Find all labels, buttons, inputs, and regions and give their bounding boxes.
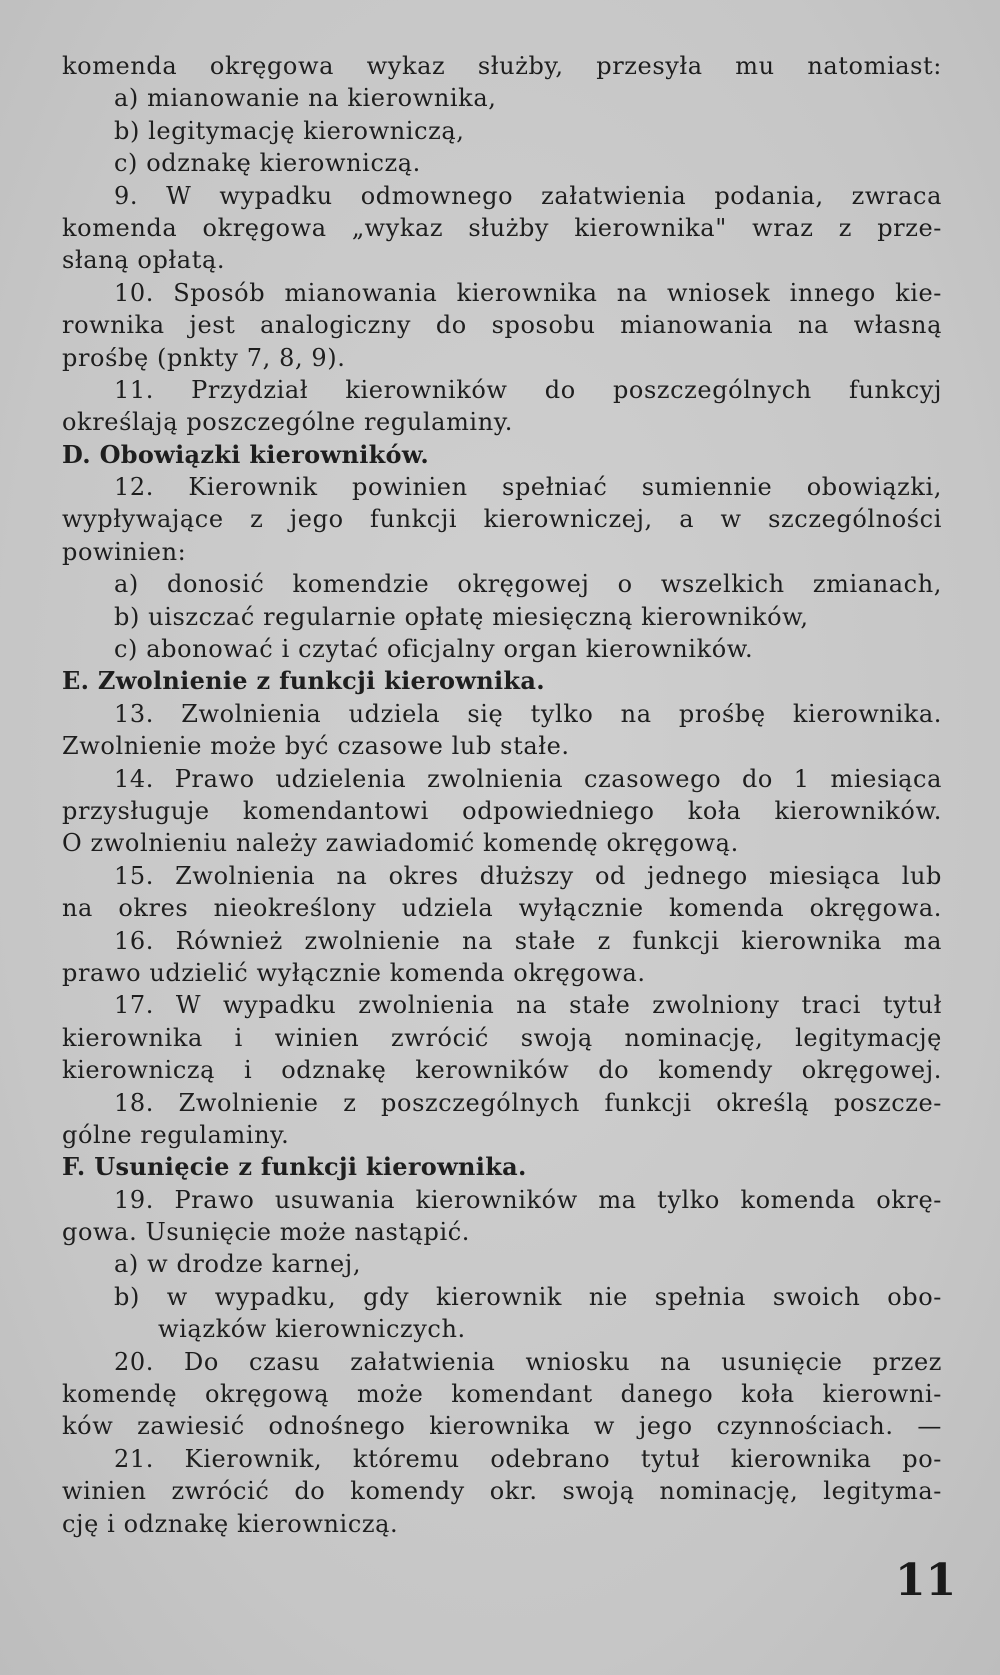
- text-line: prośbę (pnkty 7, 8, 9).: [62, 343, 346, 372]
- text-line: kierownika i winien zwrócić swoją nominację, legitymację: [62, 1023, 942, 1052]
- paragraph-21-start: 21. Kierownik, któremu odebrano tytuł kierownika po-: [114, 1444, 942, 1473]
- section-heading-d: D. Obowiązki kierowników.: [62, 439, 430, 469]
- list-item-b: b) uiszczać regularnie opłatę miesięczną kierowników,: [114, 602, 809, 631]
- section-heading-e: E. Zwolnienie z funkcji kierownika.: [62, 666, 545, 696]
- text-line: powinien:: [62, 537, 187, 566]
- paragraph-19-start: 19. Prawo usuwania kierowników ma tylko komenda okrę-: [114, 1185, 942, 1214]
- paragraph-12-start: 12. Kierownik powinien spełniać sumiennie obowiązki,: [114, 473, 942, 502]
- text-line: cję i odznakę kierowniczą.: [62, 1509, 399, 1538]
- text-line: rownika jest analogiczny do sposobu mianowania na własną: [62, 311, 942, 340]
- paragraph-14-start: 14. Prawo udzielenia zwolnienia czasowego do 1 miesiąca: [114, 764, 942, 793]
- text-line: wypływające z jego funkcji kierowniczej, a w szczególności: [62, 505, 942, 534]
- text-line: kierowniczą i odznakę kerowników do komendy okręgowej.: [62, 1056, 942, 1085]
- text-line: ków zawiesić odnośnego kierownika w jego czynnościach. —: [62, 1412, 942, 1441]
- paragraph-13-start: 13. Zwolnienia udziela się tylko na prośbę kierownika.: [114, 699, 942, 728]
- text-line: przysługuje komendantowi odpowiedniego koła kierowników.: [62, 796, 942, 825]
- list-item-c: c) odznakę kierowniczą.: [114, 149, 421, 178]
- list-item-c: c) abonować i czytać oficjalny organ kierowników.: [114, 635, 754, 664]
- list-item-a: a) w drodze karnej,: [114, 1250, 362, 1279]
- paragraph-9-start: 9. W wypadku odmownego załatwienia podania, zwraca: [114, 181, 942, 210]
- list-item-a: a) donosić komendzie okręgowej o wszelkich zmianach,: [114, 570, 942, 599]
- paragraph-11-start: 11. Przydział kierowników do poszczególnych funkcyj: [114, 375, 942, 404]
- paragraph-10-start: 10. Sposób mianowania kierownika na wniosek innego kie-: [114, 278, 942, 307]
- paragraph-17-start: 17. W wypadku zwolnienia na stałe zwolniony traci tytuł: [114, 991, 942, 1020]
- list-item-b: b) legitymację kierowniczą,: [114, 116, 465, 145]
- paragraph-16-start: 16. Również zwolnienie na stałe z funkcji kierownika ma: [114, 926, 942, 955]
- paragraph-15-start: 15. Zwolnienia na okres dłuższy od jednego miesiąca lub: [114, 861, 942, 890]
- text-line: Zwolnienie może być czasowe lub stałe.: [62, 732, 570, 761]
- text-line: określają poszczególne regulaminy.: [62, 408, 513, 437]
- text-line: prawo udzielić wyłącznie komenda okręgowa.: [62, 958, 646, 987]
- paragraph-20-start: 20. Do czasu załatwienia wniosku na usunięcie przez: [114, 1347, 942, 1376]
- text-line: winien zwrócić do komendy okr. swoją nominację, legityma-: [62, 1477, 942, 1506]
- text-line: komenda okręgowa „wykaz służby kierownika" wraz z prze-: [62, 213, 942, 242]
- text-line: gowa. Usunięcie może nastąpić.: [62, 1218, 471, 1247]
- text-line: komenda okręgowa wykaz służby, przesyła mu natomiast:: [62, 52, 942, 80]
- text-line: słaną opłatą.: [62, 246, 226, 275]
- text-line: na okres nieokreślony udziela wyłącznie komenda okręgowa.: [62, 894, 942, 923]
- page-number: 11: [895, 1555, 957, 1606]
- paragraph-18-start: 18. Zwolnienie z poszczególnych funkcji określą poszcze-: [114, 1088, 942, 1117]
- text-line: gólne regulaminy.: [62, 1120, 290, 1149]
- section-heading-f: F. Usunięcie z funkcji kierownika.: [62, 1152, 527, 1182]
- text-line: komendę okręgową może komendant danego koła kierowni-: [62, 1380, 942, 1409]
- list-item-b: b) w wypadku, gdy kierownik nie spełnia swoich obo-: [114, 1282, 942, 1311]
- list-item-b-continuation: wiązków kierowniczych.: [158, 1315, 466, 1344]
- body-text: [62, 50, 942, 1540]
- list-item-a: a) mianowanie na kierownika,: [114, 84, 497, 113]
- text-line: O zwolnieniu należy zawiadomić komendę okręgową.: [62, 829, 739, 858]
